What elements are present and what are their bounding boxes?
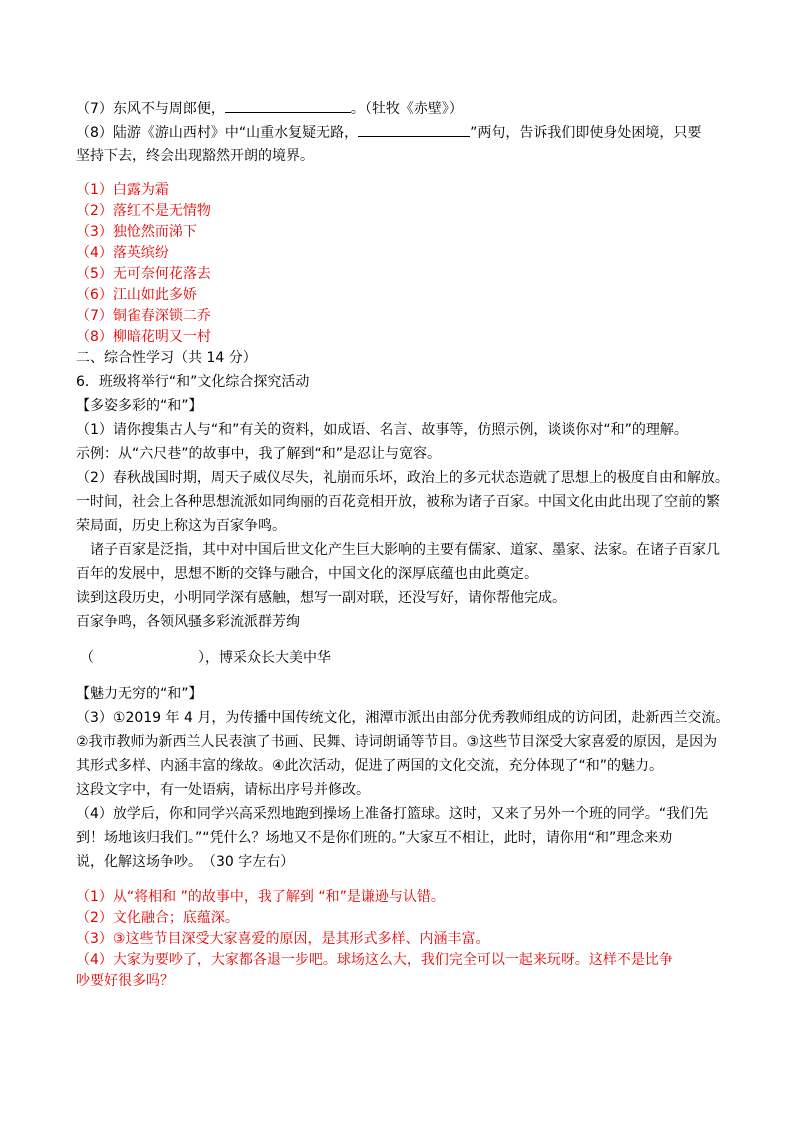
paragraph-2-line-2: 一时间，社会上各种思想流派如同绚丽的百花竞相开放，被称为诸子百家。中国文化由此出现了空前的繁 (76, 494, 720, 510)
subheading-duozi: 【多姿多彩的“和”】 (76, 398, 203, 414)
answer-8: （8）柳暗花明又一村 (76, 329, 211, 345)
question-8-cont: 坚持下去，终会出现豁然开朗的境界。 (76, 148, 314, 164)
answer-2-1: （1）从“将相和 ”的故事中，我了解到 “和”是谦逊与认错。 (76, 889, 445, 905)
paragraph-4: 读到这段历史，小明同学深有感触，想写一副对联，还没写好，请你帮他完成。 (76, 590, 566, 606)
question-7 (76, 98, 463, 119)
paragraph-3-line-2: 百年的发展中，思想不断的交锋与融合，中国文化的深厚底蕴也由此奠定。 (76, 566, 538, 582)
section-2-heading: 二、综合性学习（共 14 分） (76, 350, 257, 366)
answer-4: （4）落英缤纷 (76, 245, 169, 261)
question-8-text: （8）陆游《游山西村》中“山重水复疑无路， (76, 125, 359, 141)
couplet-line-2-text: ），博采众长大美中华 (198, 650, 331, 666)
couplet-line-2 (80, 648, 331, 668)
answer-2: （2）落红不是无情物 (76, 203, 211, 219)
couplet-line-1: 百家争鸣，各领风骚多彩流派群芳绚 (76, 614, 300, 630)
paragraph-7-line-3: 说，化解这场争吵。 （30 字左右） (76, 854, 295, 870)
question-6-title: 6．班级将举行“和”文化综合探究活动 (76, 374, 310, 390)
example-line: 示例：从“六尺巷”的故事中，我了解到“和”是忍让与宽容。 (76, 446, 442, 462)
paragraph-7-line-1: （4）放学后，你和同学兴高采烈地跑到操场上准备打篮球。这时，又来了另外一个班的同学。“我们先 (76, 806, 709, 822)
paragraph-1: （1）请你搜集古人与“和”有关的资料，如成语、名言、故事等，仿照示例，谈谈你对“和”的理解。 (76, 422, 688, 438)
question-8 (76, 122, 701, 143)
paragraph-3-line-1: 诸子百家是泛指，其中对中国后世文化产生巨大影响的主要有儒家、道家、墨家、法家。在诸子百家几 (90, 542, 720, 558)
answer-1: （1）白露为霜 (76, 182, 169, 198)
couplet-open-paren: （ (80, 650, 94, 666)
paragraph-5-line-3: 其形式多样、内涵丰富的缘故。④此次活动，促进了两国的文化交流，充分体现了“和”的魅力。 (76, 758, 664, 774)
paragraph-6: 这段文字中，有一处语病，请标出序号并修改。 (76, 782, 370, 798)
question-8-blank (358, 122, 470, 137)
answer-2-4-line-2: 吵要好很多吗？ (76, 973, 174, 989)
answer-6: （6）江山如此多娇 (76, 287, 197, 303)
answer-2-3: （3）③这些节目深受大家喜爱的原因，是其形式多样、内涵丰富。 (76, 931, 490, 947)
answer-3: （3）独怆然而涕下 (76, 224, 197, 240)
subheading-meili: 【魅力无穷的“和”】 (76, 686, 203, 702)
paragraph-2-line-3: 荣局面，历史上称这为百家争鸣。 (76, 518, 286, 534)
paragraph-5-line-1: （3）①2019 年 4 月，为传播中国传统文化，湘潭市派出由部分优秀教师组成的访问团，赴新西兰交流。 (76, 710, 730, 726)
paragraph-5-line-2: ②我市教师为新西兰人民表演了书画、民舞、诗词朗诵等节目。③这些节目深受大家喜爱的原因，是因为 (76, 734, 718, 750)
question-7-blank (225, 98, 351, 113)
answer-2-2: （2）文化融合；底蕴深。 (76, 910, 239, 926)
answer-7: （7）铜雀春深锁二乔 (76, 308, 211, 324)
answer-5: （5）无可奈何花落去 (76, 266, 211, 282)
question-8-text-after: ”两句，告诉我们即使身处困境，只要 (470, 125, 702, 141)
paragraph-2-line-1: （2）春秋战国时期，周天子威仪尽失，礼崩而乐坏，政治上的多元状态造就了思想上的极度自由和解放。 (76, 470, 729, 486)
answer-2-4-line-1: （4）大家为要吵了，大家都各退一步吧。球场这么大，我们完全可以一起来玩呀。这样不是比争 (76, 952, 673, 968)
question-7-source: 。（牡牧《赤壁》） (350, 101, 463, 117)
paragraph-7-line-2: 到！场地该归我们。”“凭什么？场地又不是你们班的。”大家互不相让，此时，请你用“和”理念来劝 (76, 830, 673, 846)
question-7-text: （7）东风不与周郎便， (76, 101, 225, 117)
